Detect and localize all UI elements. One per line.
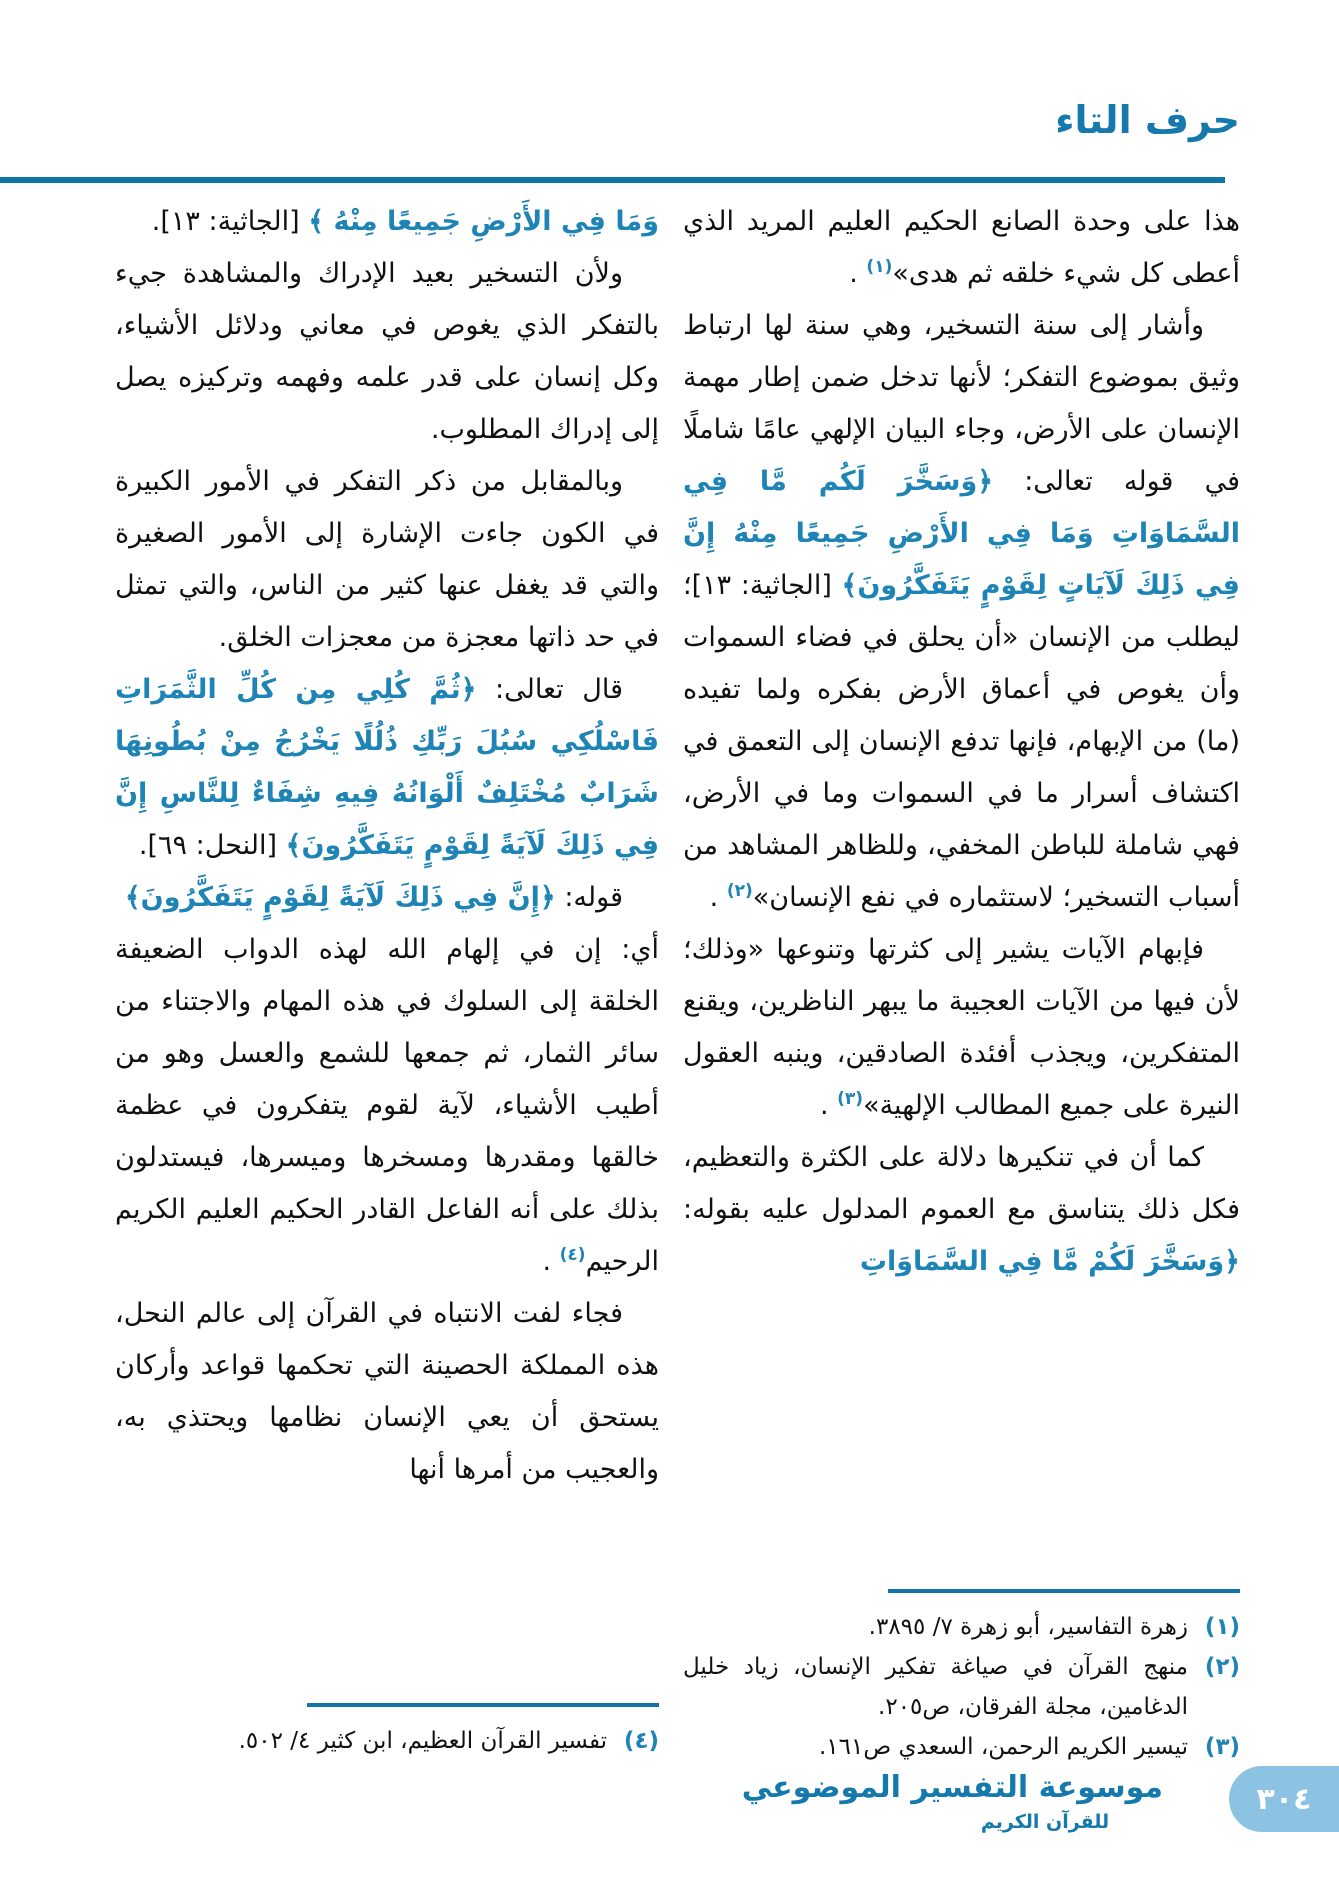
footnote-text: تيسير الكريم الرحمن، السعدي ص١٦١. <box>818 1734 1188 1760</box>
body-text: فإبهام الآيات يشير إلى كثرتها وتنوعها «وذلك؛ لأن فيها من الآيات العجيبة ما يبهر الناظرين، ويقنع المتفكرين، ويجذب أفئدة الصادقين، وينبه العقول النيرة على جميع المطالب الإلهية» <box>683 934 1240 1121</box>
quran-verse: ﴿وَسَخَّرَ لَكُمْ مَّا فِي السَّمَاوَاتِ <box>859 1246 1240 1277</box>
footnote-marker: (٣) <box>837 1089 864 1109</box>
footnote <box>683 1607 1240 1647</box>
body-text: . <box>542 1246 560 1277</box>
body-text: قال تعالى: <box>476 674 623 705</box>
body-text: . <box>819 1090 838 1121</box>
paragraph <box>115 196 659 248</box>
verse-reference: [الجاثية: ١٣]؛ <box>683 570 842 601</box>
paragraph <box>115 924 659 1288</box>
body-text: هذا على وحدة الصانع الحكيم العليم المريد الذي أعطى كل شيء خلقه ثم هدى» <box>683 206 1240 289</box>
paragraph <box>683 1132 1240 1288</box>
body-text: ليطلب من الإنسان «أن يحلق في فضاء السموات وأن يغوص في أعماق الأرض بفكره ولما تفيده (ما) من الإبهام، فإنها تدفع الإنسان إلى التعمق في اكتشاف أسرار ما في السموات وما في الأرض، فهي شاملة للباطن المخفي، وللظاهر المشاهد من أسباب التسخير؛ لاستثماره في نفع الإنسان» <box>683 622 1240 913</box>
column-right-body <box>683 196 1240 1577</box>
chapter-title: حرف التاء <box>1055 98 1240 142</box>
quran-verse: ﴿إِنَّ فِي ذَلِكَ لَآيَةً لِقَوْمٍ يَتَفَكَّرُونَ﴾ <box>124 882 556 913</box>
footnote-text: منهج القرآن في صياغة تفكير الإنسان، زياد خليل الدغامين، مجلة الفرقان، ص٢٠٥. <box>683 1654 1188 1720</box>
column-right <box>683 196 1240 1767</box>
publisher-logo-title: موسوعة التفسير الموضوعي <box>741 1770 1163 1805</box>
paragraph <box>115 248 659 456</box>
publisher-logo-subtitle: للقرآن الكريم <box>980 1811 1110 1833</box>
footnotes-left <box>115 1721 659 1761</box>
footnote-marker: (٤) <box>559 1245 586 1265</box>
footnote-number: (٢) <box>1204 1654 1240 1680</box>
paragraph <box>115 872 659 924</box>
paragraph <box>683 924 1240 1132</box>
header-rule <box>0 177 1225 183</box>
paragraph <box>115 664 659 872</box>
verse-reference: [الجاثية: ١٣]. <box>151 206 309 237</box>
footnote-number: (٤) <box>623 1728 659 1754</box>
footnote-separator <box>888 1589 1240 1593</box>
footnote-marker: (١) <box>866 257 893 277</box>
footnotes-right <box>683 1607 1240 1767</box>
body-text: قوله: <box>555 882 623 913</box>
body-text: وبالمقابل من ذكر التفكر في الأمور الكبيرة في الكون جاءت الإشارة إلى الأمور الصغيرة والتي قد يغفل عنها كثير من الناس، والتي تمثل في حد ذاتها معجزة من معجزات الخلق. <box>115 466 659 653</box>
paragraph <box>683 300 1240 924</box>
footnote-number: (٣) <box>1204 1734 1240 1760</box>
quran-verse: ﴿وَسَخَّرَ لَكُم مَّا فِي السَّمَاوَاتِ وَمَا فِي الأَرْضِ جَمِيعًا مِنْهُ إِنَّ فِي ذَلِكَ لَآيَاتٍ لِقَوْمٍ يَتَفَكَّرُونَ﴾ <box>683 466 1240 601</box>
footnote <box>683 1727 1240 1767</box>
text-columns <box>115 196 1240 1767</box>
publisher-logo <box>741 1768 1163 1836</box>
paragraph <box>115 1288 659 1496</box>
page-number: ٣٠٤ <box>1256 1781 1312 1817</box>
quran-verse: وَمَا فِي الأَرْضِ جَمِيعًا مِنْهُ ﴾ <box>308 206 659 237</box>
footnote-text: زهرة التفاسير، أبو زهرة ٧/ ٣٨٩٥. <box>868 1614 1188 1640</box>
footnote <box>683 1647 1240 1727</box>
body-text: أي: إن في إلهام الله لهذه الدواب الضعيفة الخلقة إلى السلوك في هذه المهام والاجتناء من سائر الثمار، ثم جمعها للشمع والعسل وهو من أطيب الأشياء، لآية لقوم يتفكرون في عظمة خالقها ومقدرها ومسخرها وميسرها، فيستدلون بذلك على أنه الفاعل القادر الحكيم العليم الكريم الرحيم <box>115 934 659 1277</box>
body-text: كما أن في تنكيرها دلالة على الكثرة والتعظيم، فكل ذلك يتناسق مع العموم المدلول عليه بقوله: <box>683 1142 1240 1225</box>
footnote <box>115 1721 659 1761</box>
body-text: . <box>849 258 867 289</box>
footnote-number: (١) <box>1204 1614 1240 1640</box>
paragraph <box>683 196 1240 300</box>
column-left <box>115 196 659 1761</box>
quran-verse: ﴿ثُمَّ كُلِي مِن كُلِّ الثَّمَرَاتِ فَاسْلُكِي سُبُلَ رَبِّكِ ذُلُلًا يَخْرُجُ مِنْ بُطُونِهَا شَرَابٌ مُخْتَلِفٌ أَلْوَانُهُ فِيهِ شِفَاءٌ لِلنَّاسِ إِنَّ فِي ذَلِكَ لَآيَةً لِقَوْمٍ يَتَفَكَّرُونَ﴾ <box>115 674 659 861</box>
body-text: فجاء لفت الانتباه في القرآن إلى عالم النحل، هذه المملكة الحصينة التي تحكمها قواعد وأركان يستحق أن يعي الإنسان نظامها ويحتذي به، والعجيب من أمرها أنها <box>115 1298 659 1485</box>
paragraph <box>115 456 659 664</box>
footnote-separator <box>307 1703 659 1707</box>
column-left-body <box>115 196 659 1691</box>
page-number-badge <box>1229 1766 1339 1832</box>
body-text: ولأن التسخير بعيد الإدراك والمشاهدة جيء بالتفكر الذي يغوص في معاني ودلائل الأشياء، وكل إنسان على قدر علمه وفهمه وتركيزه يصل إلى إدراك المطلوب. <box>115 258 659 445</box>
verse-reference: [النحل: ٦٩]. <box>138 830 286 861</box>
footnote-marker: (٢) <box>726 881 753 901</box>
body-text: وأشار إلى سنة التسخير، وهي سنة لها ارتباط وثيق بموضوع التفكر؛ لأنها تدخل ضمن إطار مهمة الإنسان على الأرض، وجاء البيان الإلهي عامًا شاملًا في قوله تعالى: <box>683 310 1240 497</box>
footnote-text: تفسير القرآن العظيم، ابن كثير ٤/ ٥٠٢. <box>238 1728 607 1754</box>
body-text: . <box>709 882 727 913</box>
